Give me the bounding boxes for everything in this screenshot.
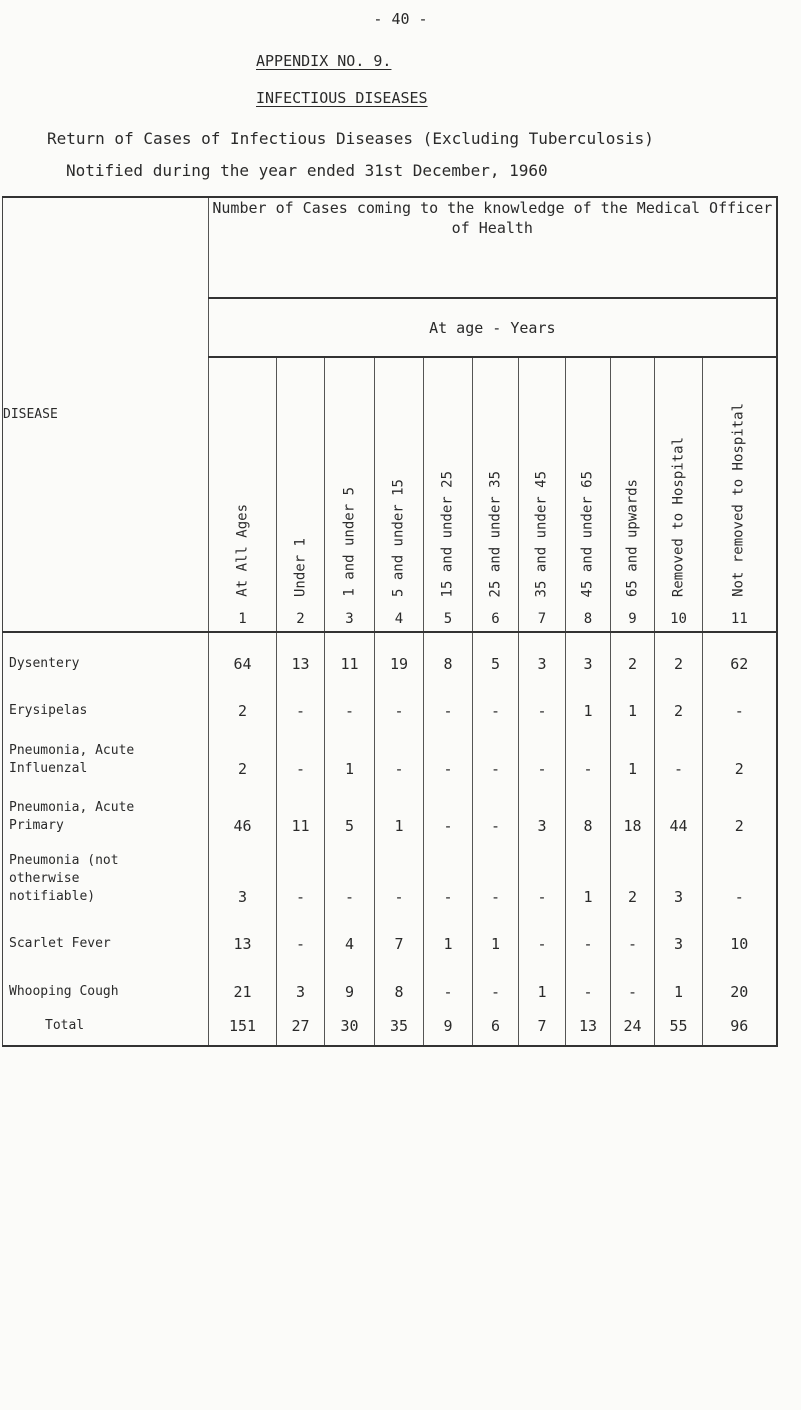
cell-value: - xyxy=(375,726,424,784)
cell-value: 151 xyxy=(209,1007,277,1046)
cell-value: 9 xyxy=(325,959,375,1007)
cell-value: 3 xyxy=(519,784,566,841)
cell-value: 1 xyxy=(611,726,655,784)
cell-value: 19 xyxy=(375,632,424,679)
cell-value: 6 xyxy=(473,1007,519,1046)
cell-value: 8 xyxy=(566,784,611,841)
cell-value: - xyxy=(277,841,325,912)
cell-value: - xyxy=(566,726,611,784)
cell-value: - xyxy=(473,959,519,1007)
column-label: Under 1 xyxy=(292,537,308,597)
cell-value: - xyxy=(519,841,566,912)
cell-value: 3 xyxy=(209,841,277,912)
cell-value: - xyxy=(703,679,777,726)
column-label: 25 and under 35 xyxy=(487,470,503,597)
cell-value: 7 xyxy=(519,1007,566,1046)
column-label: 35 and under 45 xyxy=(533,470,550,597)
cell-value: - xyxy=(424,959,473,1007)
disease-name: Pneumonia (not otherwise notifiable) xyxy=(3,841,209,912)
column-number: 10 xyxy=(670,611,687,627)
column-number: 2 xyxy=(296,611,305,627)
table-row xyxy=(3,679,777,726)
cell-value: 27 xyxy=(277,1007,325,1046)
column-header xyxy=(325,357,375,632)
cell-value: 44 xyxy=(655,784,703,841)
cell-value: 11 xyxy=(277,784,325,841)
table-row xyxy=(3,912,777,959)
column-number: 1 xyxy=(238,611,247,627)
column-header xyxy=(375,357,424,632)
column-label: 65 and upwards xyxy=(624,478,640,597)
column-header xyxy=(473,357,519,632)
column-label: 5 and under 15 xyxy=(390,478,407,597)
cell-value: 1 xyxy=(375,784,424,841)
disease-name: Total xyxy=(3,1007,209,1046)
cell-value: - xyxy=(519,726,566,784)
column-header xyxy=(424,357,473,632)
cell-value: 8 xyxy=(375,959,424,1007)
cell-value: - xyxy=(325,841,375,912)
disease-name: Pneumonia, Acute Influenzal xyxy=(3,726,209,784)
cell-value: 2 xyxy=(703,726,777,784)
table-body xyxy=(3,632,777,1046)
cell-value: 10 xyxy=(703,912,777,959)
cell-value: 1 xyxy=(611,679,655,726)
column-number: 9 xyxy=(628,611,637,627)
column-header xyxy=(519,357,566,632)
cell-value: - xyxy=(424,726,473,784)
column-number: 11 xyxy=(730,611,748,627)
cell-value: 64 xyxy=(209,632,277,679)
cell-value: 3 xyxy=(519,632,566,679)
table-row xyxy=(3,784,777,841)
cell-value: 20 xyxy=(703,959,777,1007)
column-header xyxy=(209,357,277,632)
cell-value: 1 xyxy=(424,912,473,959)
description-line-2: Notified during the year ended 31st December, 1960 xyxy=(66,161,548,180)
column-number: 7 xyxy=(537,611,547,627)
page-number: - 40 - xyxy=(373,10,428,28)
cell-value: - xyxy=(473,784,519,841)
age-header: At age - Years xyxy=(209,298,777,357)
cell-value: 35 xyxy=(375,1007,424,1046)
table-row xyxy=(3,959,777,1007)
infectious-diseases-table xyxy=(2,196,778,1047)
column-header xyxy=(566,357,611,632)
column-header xyxy=(277,357,325,632)
cell-value: - xyxy=(566,959,611,1007)
cell-value: - xyxy=(611,959,655,1007)
cell-value: 1 xyxy=(566,679,611,726)
cell-value: - xyxy=(277,912,325,959)
cell-value: 24 xyxy=(611,1007,655,1046)
cell-value: 1 xyxy=(473,912,519,959)
column-label: 45 and under 65 xyxy=(579,470,596,597)
table-row xyxy=(3,632,777,679)
cell-value: - xyxy=(703,841,777,912)
cell-value: 55 xyxy=(655,1007,703,1046)
cell-value: 13 xyxy=(566,1007,611,1046)
cell-value: - xyxy=(424,679,473,726)
column-label: At All Ages xyxy=(234,504,250,597)
column-header xyxy=(655,357,703,632)
cell-value: - xyxy=(473,726,519,784)
cell-value: - xyxy=(655,726,703,784)
appendix-title: APPENDIX NO. 9. xyxy=(256,52,392,70)
cell-value: - xyxy=(611,912,655,959)
cell-value: 2 xyxy=(611,841,655,912)
cell-value: 96 xyxy=(703,1007,777,1046)
cell-value: - xyxy=(375,841,424,912)
column-number: 4 xyxy=(394,611,404,627)
table-row xyxy=(3,726,777,784)
cell-value: 13 xyxy=(277,632,325,679)
column-number: 8 xyxy=(583,611,593,627)
cell-value: 5 xyxy=(325,784,375,841)
column-number: 5 xyxy=(443,611,453,627)
column-header xyxy=(703,357,777,632)
cell-value: 8 xyxy=(424,632,473,679)
column-label: 15 and under 25 xyxy=(439,470,456,597)
cell-value: 2 xyxy=(655,632,703,679)
description-line-1: Return of Cases of Infectious Diseases (Excluding Tuberculosis) xyxy=(47,129,654,148)
cell-value: 11 xyxy=(325,632,375,679)
cell-value: 2 xyxy=(209,679,277,726)
cell-value: 5 xyxy=(473,632,519,679)
total-row xyxy=(3,1007,777,1046)
disease-name: Scarlet Fever xyxy=(3,912,209,959)
cell-value: - xyxy=(473,841,519,912)
column-number: 6 xyxy=(491,611,500,627)
disease-name: Pneumonia, Acute Primary xyxy=(3,784,209,841)
cell-value: - xyxy=(424,841,473,912)
cell-value: 62 xyxy=(703,632,777,679)
cell-value: 2 xyxy=(703,784,777,841)
cell-value: 1 xyxy=(325,726,375,784)
cell-value: 9 xyxy=(424,1007,473,1046)
cell-value: 13 xyxy=(209,912,277,959)
cell-value: - xyxy=(566,912,611,959)
column-label: Removed to Hospital xyxy=(670,436,686,597)
cell-value: - xyxy=(473,679,519,726)
column-number: 3 xyxy=(345,611,354,627)
disease-header: DISEASE xyxy=(3,197,209,632)
cell-value: 2 xyxy=(209,726,277,784)
cell-value: 2 xyxy=(611,632,655,679)
cell-value: 7 xyxy=(375,912,424,959)
group-header: Number of Cases coming to the knowledge of the Medical Officer of Health xyxy=(209,197,777,298)
cell-value: 18 xyxy=(611,784,655,841)
cell-value: - xyxy=(277,726,325,784)
cell-value: 3 xyxy=(655,912,703,959)
cell-value: 21 xyxy=(209,959,277,1007)
cell-value: 30 xyxy=(325,1007,375,1046)
cell-value: 46 xyxy=(209,784,277,841)
cell-value: - xyxy=(375,679,424,726)
disease-name: Whooping Cough xyxy=(3,959,209,1007)
column-label: 1 and under 5 xyxy=(341,487,357,597)
cell-value: 2 xyxy=(655,679,703,726)
cell-value: - xyxy=(519,912,566,959)
cell-value: - xyxy=(424,784,473,841)
cell-value: 3 xyxy=(277,959,325,1007)
column-label: Not removed to Hospital xyxy=(730,403,747,597)
section-title: INFECTIOUS DISEASES xyxy=(256,89,428,107)
cell-value: 4 xyxy=(325,912,375,959)
cell-value: - xyxy=(277,679,325,726)
column-header xyxy=(611,357,655,632)
cell-value: - xyxy=(325,679,375,726)
cell-value: 1 xyxy=(519,959,566,1007)
cell-value: 1 xyxy=(566,841,611,912)
cell-value: 3 xyxy=(655,841,703,912)
cell-value: - xyxy=(519,679,566,726)
disease-name: Dysentery xyxy=(3,632,209,679)
table-row xyxy=(3,841,777,912)
cell-value: 1 xyxy=(655,959,703,1007)
disease-name: Erysipelas xyxy=(3,679,209,726)
cell-value: 3 xyxy=(566,632,611,679)
